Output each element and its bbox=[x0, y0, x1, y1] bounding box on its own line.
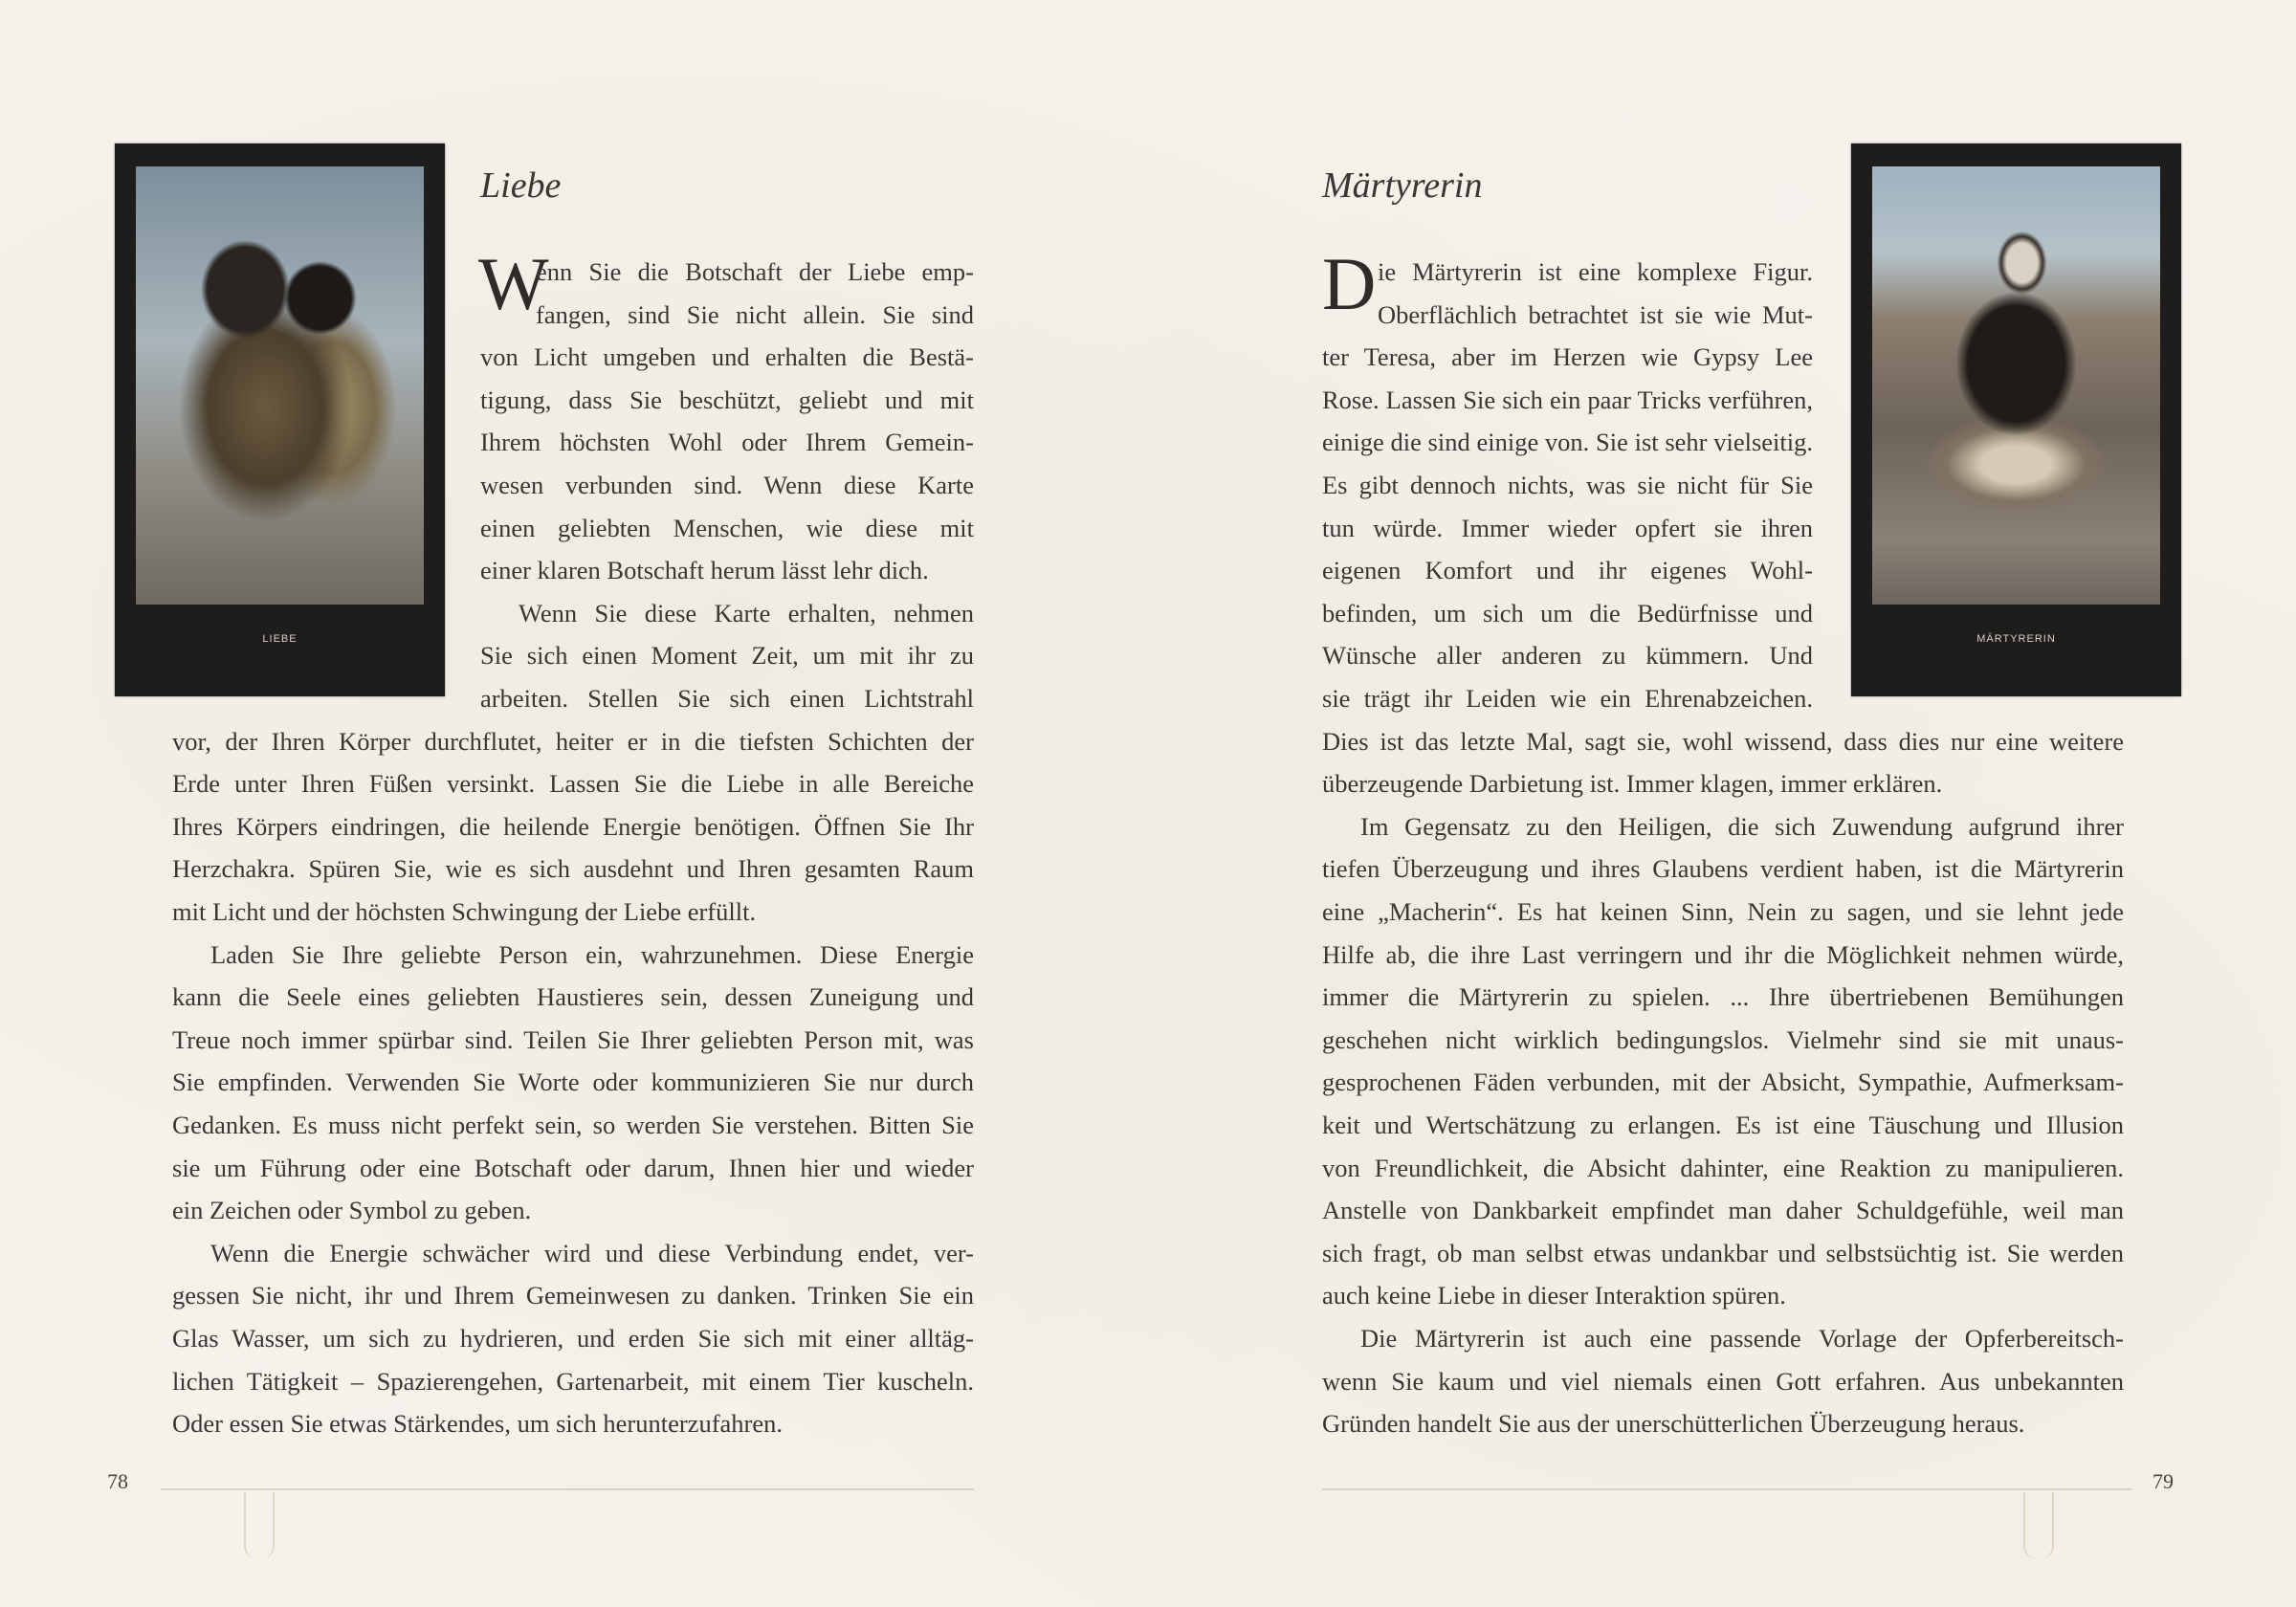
page-number: 78 bbox=[107, 1469, 128, 1493]
text-line: Laden Sie Ihre geliebte Person ein, wahrzunehmen. Diese Energie bbox=[210, 939, 974, 969]
text-line: von Licht umgeben und erhalten die Bestä- bbox=[480, 342, 974, 372]
footer-rule bbox=[1322, 1488, 2131, 1490]
drop-cap: W bbox=[478, 242, 549, 325]
text-line: tun würde. Immer wieder opfert sie ihren bbox=[1322, 513, 1813, 542]
text-line: ter Teresa, aber im Herzen wie Gypsy Lee bbox=[1322, 342, 1813, 372]
text-line: kann die Seele eines geliebten Haustieres sein, dessen Zuneigung und bbox=[172, 982, 974, 1012]
text-line: Wenn Sie diese Karte erhalten, nehmen bbox=[519, 598, 974, 627]
text-line: einige die sind einige von. Sie ist sehr vielseitig. bbox=[1322, 428, 1813, 457]
text-line: eine „Macherin“. Es hat keinen Sinn, Nein zu sagen, und sie lehnt jede bbox=[1322, 897, 2124, 926]
page-number: 79 bbox=[2152, 1469, 2174, 1493]
text-line: Oberflächlich betrachtet ist sie wie Mut- bbox=[1378, 299, 1813, 329]
text-line: einer klaren Botschaft herum lässt lehr dich. bbox=[480, 556, 929, 585]
text-line: sich fragt, ob man selbst etwas undankbar und selbstsüchtig ist. Sie werden bbox=[1322, 1238, 2124, 1267]
text-line: Dies ist das letzte Mal, sagt sie, wohl wissend, dass dies nur eine weitere bbox=[1322, 726, 2124, 756]
text-line: Wünsche aller anderen zu kümmern. Und bbox=[1322, 641, 1813, 671]
text-line: befinden, um sich um die Bedürfnisse und bbox=[1322, 598, 1813, 627]
text-line: Die Märtyrerin ist auch eine passende Vorlage der Opferbereitsch- bbox=[1360, 1324, 2124, 1353]
tarot-card-martyr bbox=[1851, 143, 2181, 696]
text-line: Treue noch immer spürbar sind. Teilen Sie Ihrer geliebten Person mit, was bbox=[172, 1024, 974, 1054]
text-line: ein Zeichen oder Symbol zu geben. bbox=[172, 1196, 532, 1225]
text-line: sie um Führung oder eine Botschaft oder darum, Ihnen hier und wieder bbox=[172, 1153, 974, 1182]
text-line: Ihrem höchsten Wohl oder Ihrem Gemein- bbox=[480, 428, 974, 457]
text-line: Es gibt dennoch nichts, was sie nicht für Sie bbox=[1322, 471, 1813, 499]
text-line: vor, der Ihren Körper durchflutet, heiter er in die tiefsten Schichten der bbox=[172, 726, 974, 756]
text-line: von Freundlichkeit, die Absicht dahinter, eine Reaktion zu manipulieren. bbox=[1322, 1153, 2124, 1182]
text-line: Gedanken. Es muss nicht perfekt sein, so werden Sie verstehen. Bitten Sie bbox=[172, 1111, 974, 1139]
text-line: Hilfe ab, die ihre Last verringern und ihr die Möglichkeit nehmen würde, bbox=[1322, 939, 2124, 969]
text-line: einen geliebten Menschen, wie diese mit bbox=[480, 513, 974, 542]
text-line: wenn Sie kaum und viel niemals einen Gott erfahren. Aus unbekannten bbox=[1322, 1366, 2124, 1396]
text-line: ie Märtyrerin ist eine komplexe Figur. bbox=[1378, 257, 1813, 286]
text-line: tigung, dass Sie beschützt, geliebt und mit bbox=[480, 385, 974, 414]
text-line: Oder essen Sie etwas Stärkendes, um sich herunterzufahren. bbox=[172, 1409, 783, 1439]
footer-ornament-icon bbox=[2023, 1492, 2054, 1559]
text-line: Ihres Körpers eindringen, die heilende Energie benötigen. Öffnen Sie Ihr bbox=[172, 811, 974, 841]
text-line: gessen Sie nicht, ihr und Ihrem Gemeinwesen zu danken. Trinken Sie ein bbox=[172, 1281, 974, 1310]
text-line: Erde unter Ihren Füßen versinkt. Lassen Sie die Liebe in alle Bereiche bbox=[172, 769, 974, 799]
footer-rule bbox=[161, 1488, 974, 1490]
text-line: Wenn die Energie schwächer wird und diese Verbindung endet, ver- bbox=[210, 1238, 974, 1267]
text-line: überzeugende Darbietung ist. Immer klagen, immer erklären. bbox=[1322, 769, 1943, 799]
right-page bbox=[1148, 0, 2296, 1607]
card-illustration-woman bbox=[1872, 166, 2160, 605]
text-line: keit und Wertschätzung zu erlangen. Es ist eine Täuschung und Illusion bbox=[1322, 1111, 2124, 1139]
text-line: Herzchakra. Spüren Sie, wie es sich ausdehnt und Ihren gesamten Raum bbox=[172, 854, 974, 884]
text-line: Gründen handelt Sie aus der unerschütterlichen Überzeugung heraus. bbox=[1322, 1409, 2025, 1439]
text-line: sie trägt ihr Leiden wie ein Ehrenabzeichen. bbox=[1322, 684, 1813, 713]
text-line: tiefen Überzeugung und ihres Glaubens verdient haben, ist die Märtyrerin bbox=[1322, 854, 2124, 884]
text-line: mit Licht und der höchsten Schwingung der Liebe erfüllt. bbox=[172, 897, 757, 926]
text-line: lichen Tätigkeit – Spazierengehen, Gartenarbeit, mit einem Tier kuscheln. bbox=[172, 1366, 974, 1396]
text-line: immer die Märtyrerin zu spielen. ... Ihre übertriebenen Bemühungen bbox=[1322, 982, 2124, 1012]
text-line: geschehen nicht wirklich bedingungslos. Vielmehr sind sie mit unaus- bbox=[1322, 1024, 2124, 1054]
card-illustration-couple bbox=[136, 166, 424, 605]
text-line: wesen verbunden sind. Wenn diese Karte bbox=[480, 471, 974, 499]
text-line: Rose. Lassen Sie sich ein paar Tricks verführen, bbox=[1322, 385, 1813, 414]
text-line: auch keine Liebe in dieser Interaktion spüren. bbox=[1322, 1281, 1786, 1310]
card-label: LIEBE bbox=[262, 633, 298, 645]
text-line: fangen, sind Sie nicht allein. Sie sind bbox=[536, 299, 974, 329]
card-label: MÄRTYRERIN bbox=[1976, 633, 2056, 645]
text-line: Anstelle von Dankbarkeit empfindet man daher Schuldgefühle, weil man bbox=[1322, 1196, 2124, 1225]
text-line: gesprochenen Fäden verbunden, mit der Absicht, Sympathie, Aufmerksam- bbox=[1322, 1068, 2124, 1097]
footer-ornament-icon bbox=[244, 1492, 275, 1559]
text-line: Sie sich einen Moment Zeit, um mit ihr zu bbox=[480, 641, 974, 671]
text-line: Sie empfinden. Verwenden Sie Worte oder kommunizieren Sie nur durch bbox=[172, 1068, 974, 1097]
section-title: Märtyrerin bbox=[1322, 165, 1483, 206]
text-line: Glas Wasser, um sich zu hydrieren, und erden Sie sich mit einer alltäg- bbox=[172, 1324, 974, 1353]
tarot-card-love bbox=[115, 143, 445, 696]
section-title: Liebe bbox=[480, 165, 562, 206]
text-line: eigenen Komfort und ihr eigenes Wohl- bbox=[1322, 556, 1813, 585]
text-line: Im Gegensatz zu den Heiligen, die sich Zuwendung aufgrund ihrer bbox=[1360, 811, 2124, 841]
text-line: enn Sie die Botschaft der Liebe emp- bbox=[536, 257, 974, 286]
drop-cap: D bbox=[1322, 242, 1377, 325]
text-line: arbeiten. Stellen Sie sich einen Lichtstrahl bbox=[480, 684, 974, 713]
